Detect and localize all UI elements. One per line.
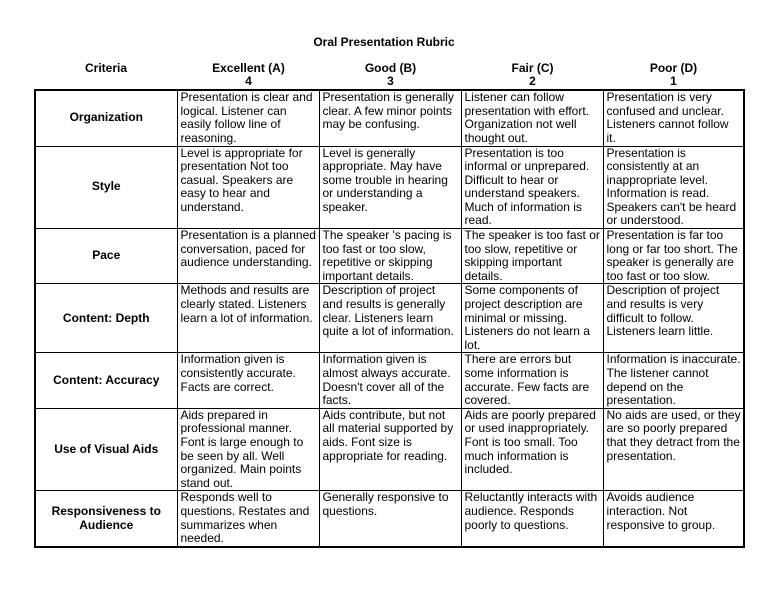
table-cell: Level is generally appropriate. May have some trouble in hearing or understanding a speaker.	[319, 146, 461, 229]
table-cell: Methods and results are clearly stated. Listeners learn a lot of information.	[177, 284, 319, 353]
table-cell: Presentation is clear and logical. Listener can easily follow line of reasoning.	[177, 90, 319, 146]
table-cell: Presentation is a planned conversation, paced for audience understanding.	[177, 229, 319, 284]
column-headers	[35, 62, 743, 90]
table-cell: Some components of project description are minimal or missing. Listeners do not learn a lot.	[461, 284, 603, 353]
table-cell: Presentation is very confused and unclear. Listeners cannot follow it.	[603, 90, 744, 146]
table-cell: Generally responsive to questions.	[319, 491, 461, 547]
table-cell: Aids are poorly prepared or used inappropriately. Font is too small. Too much information is included.	[461, 408, 603, 491]
table-cell: Information given is almost always accurate. Doesn't cover all of the facts.	[319, 353, 461, 408]
table-cell: Level is appropriate for presentation Not too casual. Speakers are easy to hear and understand.	[177, 146, 319, 229]
criterion-cell: Use of Visual Aids	[35, 408, 177, 491]
table-cell: Description of project and results is very difficult to follow. Listeners learn little.	[603, 284, 744, 353]
header-fair	[462, 62, 603, 88]
table-cell: The speaker 's pacing is too fast or too slow, repetitive or skipping important details.	[319, 229, 461, 284]
page-title: Oral Presentation Rubric	[313, 35, 455, 49]
header-score: 4	[245, 74, 252, 88]
table-cell: Listener can follow presentation with effort. Organization not well thought out.	[461, 90, 603, 146]
header-score: 2	[529, 74, 536, 88]
header-poor	[604, 62, 743, 88]
table-cell: No aids are used, or they are so poorly prepared that they detract from the presentation.	[603, 408, 744, 491]
criterion-cell: Responsiveness to Audience	[35, 491, 177, 547]
table-cell: Information given is consistently accurate. Facts are correct.	[177, 353, 319, 408]
rubric-table	[34, 89, 745, 548]
table-row	[35, 146, 744, 229]
table-row	[35, 408, 744, 491]
table-row	[35, 229, 744, 284]
table-cell: Reluctantly interacts with audience. Responds poorly to questions.	[461, 491, 603, 547]
header-label: Good (B)	[364, 61, 417, 75]
table-cell: The speaker is too fast or too slow, repetitive or skipping important details.	[461, 229, 603, 284]
header-label: Poor (D)	[649, 61, 698, 75]
table-cell: Aids prepared in professional manner. Font is large enough to be seen by all. Well organized. Main points stand out.	[177, 408, 319, 491]
header-excellent	[178, 62, 319, 88]
table-cell: Presentation is consistently at an inappropriate level. Information is read. Speakers can't be heard or understood.	[603, 146, 744, 229]
table-cell: Presentation is too informal or unprepared. Difficult to hear or understand speakers. Much of information is read.	[461, 146, 603, 229]
table-cell: Aids contribute, but not all material supported by aids. Font size is appropriate for reading.	[319, 408, 461, 491]
table-cell: Information is inaccurate. The listener cannot depend on the presentation.	[603, 353, 744, 408]
table-cell: There are errors but some information is accurate. Few facts are covered.	[461, 353, 603, 408]
table-cell: Presentation is generally clear. A few minor points may be confusing.	[319, 90, 461, 146]
table-row	[35, 284, 744, 353]
table-cell: Presentation is far too long or far too short. The speaker is generally are too fast or too slow.	[603, 229, 744, 284]
criterion-cell: Content: Accuracy	[35, 353, 177, 408]
table-row	[35, 353, 744, 408]
header-criteria: Criteria	[84, 61, 128, 75]
table-cell: Description of project and results is generally clear. Listeners learn quite a lot of information.	[319, 284, 461, 353]
header-label: Fair (C)	[511, 61, 554, 75]
criterion-cell: Style	[35, 146, 177, 229]
criterion-cell: Content: Depth	[35, 284, 177, 353]
criterion-cell: Organization	[35, 90, 177, 146]
criterion-cell: Pace	[35, 229, 177, 284]
header-good	[320, 62, 461, 88]
table-cell: Responds well to questions. Restates and summarizes when needed.	[177, 491, 319, 547]
table-row	[35, 491, 744, 547]
header-score: 3	[387, 74, 394, 88]
header-score: 1	[670, 74, 677, 88]
header-label: Excellent (A)	[212, 61, 285, 75]
table-cell: Avoids audience interaction. Not responsive to group.	[603, 491, 744, 547]
table-row	[35, 90, 744, 146]
